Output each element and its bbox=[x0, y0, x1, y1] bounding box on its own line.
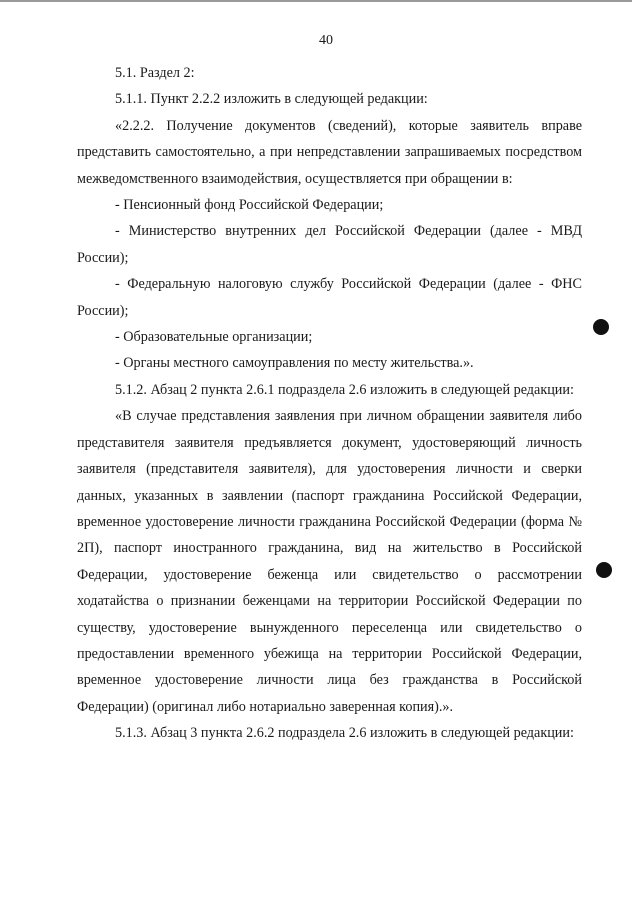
list-item-local-government: - Органы местного самоуправления по месту жительства.». bbox=[115, 355, 474, 372]
list-item-education: - Образовательные организации; bbox=[115, 329, 313, 346]
list-item-mvd: - Министерство внутренних дел Российской Федерации (далее - МВД России); bbox=[77, 223, 582, 266]
paragraph-5-1-3: 5.1.3. Абзац 3 пункта 2.6.2 подраздела 2.6 изложить в следующей редакции: bbox=[115, 725, 574, 742]
page-number: 40 bbox=[319, 33, 333, 48]
paragraph-quote-identity-document: «В случае представления заявления при личном обращении заявителя либо представителя заявителя предъявляется документ, удостоверяющий личность заявителя (представителя заявителя), для удостоверения личности и сверки данных, указанных в заявлении (паспорт гражданина Российской Федерации, временное удостоверение личности гражданина Российской Федерации (форма № 2П), паспорт иностранного гражданина, вид на жительство в Российской Федерации, удостоверение беженца или свидетельство о рассмотрении ходатайства о признании беженцами на территории Российской Федерации по существу, удостоверение вынужденного переселенца или свидетельство о предоставлении временного убежища на территории Российской Федерации, временное удостоверение личности лица без гражданства в Российской Федерации) (оригинал либо нотариально заверенная копия).». bbox=[77, 408, 582, 715]
paragraph-section-5-1: 5.1. Раздел 2: bbox=[115, 65, 195, 81]
punch-hole-lower bbox=[596, 562, 612, 578]
paragraph-5-1-1: 5.1.1. Пункт 2.2.2 изложить в следующей редакции: bbox=[115, 91, 428, 108]
punch-hole-upper bbox=[593, 319, 609, 335]
paragraph-5-1-2: 5.1.2. Абзац 2 пункта 2.6.1 подраздела 2.6 изложить в следующей редакции: bbox=[115, 381, 574, 398]
list-item-pension-fund: - Пенсионный фонд Российской Федерации; bbox=[115, 197, 384, 214]
scan-top-edge bbox=[0, 0, 632, 2]
list-item-fns: - Федеральную налоговую службу Российской Федерации (далее - ФНС России); bbox=[77, 276, 582, 319]
paragraph-quote-2-2-2: «2.2.2. Получение документов (сведений), которые заявитель вправе представить самостоятельно, а при непредставлении запрашиваемых посредством межведомственного взаимодействия, осуществляется при обращении в: bbox=[77, 117, 582, 187]
document-body bbox=[77, 60, 582, 747]
